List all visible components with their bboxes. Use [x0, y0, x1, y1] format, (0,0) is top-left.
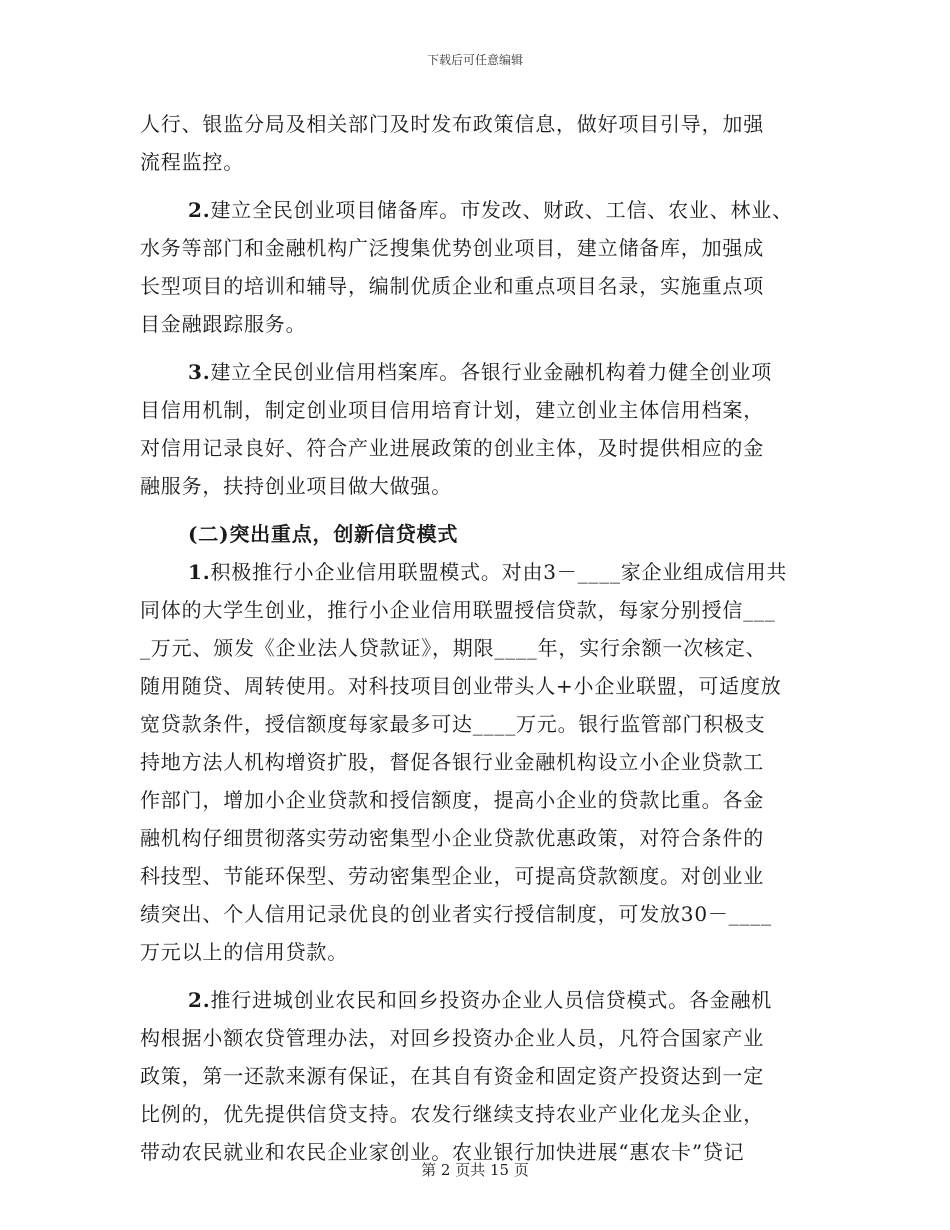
text-line — [140, 191, 810, 229]
line-text: 推行进城创业农民和回乡投资办企业人员信贷模式。各金融机 — [210, 988, 773, 1012]
line-text: 政策，第一还款来源有保证，在其自有资金和固定资产投资达到一定 — [140, 1064, 764, 1088]
text-line — [140, 305, 810, 343]
line-text: 长型项目的培训和辅导，编制优质企业和重点项目名录，实施重点项 — [140, 274, 764, 298]
text-line — [140, 553, 810, 591]
line-text: 作部门，增加小企业贷款和授信额度，提高小企业的贷款比重。各金 — [140, 788, 764, 812]
text-line — [140, 743, 810, 781]
line-text: 带动农民就业和农民企业家创业。农业银行加快进展“惠农卡”贷记 — [140, 1140, 745, 1164]
section-heading — [140, 515, 810, 553]
line-text: (二)突出重点，创新信贷模式 — [188, 522, 459, 546]
item-number: 2. — [188, 198, 211, 222]
document-body — [140, 105, 810, 1171]
text-line — [140, 895, 810, 933]
text-line — [140, 105, 810, 143]
text-line — [140, 429, 810, 467]
text-line — [140, 857, 810, 895]
line-text: _万元、颁发《企业法人贷款证》，期限____年，实行余额一次核定、 — [140, 636, 767, 660]
text-line — [140, 705, 810, 743]
text-line — [140, 1019, 810, 1057]
line-text: 建立全民创业项目储备库。市发改、财政、工信、农业、林业、 — [210, 198, 793, 222]
line-text: 持地方法人机构增资扩股，督促各银行业金融机构设立小企业贷款工 — [140, 750, 764, 774]
text-line — [140, 591, 810, 629]
text-line — [140, 981, 810, 1019]
text-line — [140, 781, 810, 819]
text-line — [140, 467, 810, 505]
line-text: 随用随贷、周转使用。对科技项目创业带头人+小企业联盟，可适度放 — [140, 674, 782, 698]
line-text: 融机构仔细贯彻落实劳动密集型小企业贷款优惠政策，对符合条件的 — [140, 826, 764, 850]
line-text: 融服务，扶持创业项目做大做强。 — [140, 474, 452, 498]
line-text: 流程监控。 — [140, 150, 244, 174]
line-text: 宽贷款条件，授信额度每家最多可达____万元。银行监管部门积极支 — [140, 712, 766, 736]
text-line — [140, 1057, 810, 1095]
item-number: 2. — [188, 988, 211, 1012]
text-line — [140, 267, 810, 305]
item-number: 3. — [188, 360, 211, 384]
line-text: 构根据小额农贷管理办法，对回乡投资办企业人员，凡符合国家产业 — [140, 1026, 764, 1050]
text-line — [140, 933, 810, 971]
line-text: 绩突出、个人信用记录优良的创业者实行授信制度，可发放30－____ — [140, 902, 772, 926]
text-line — [140, 391, 810, 429]
text-line — [140, 143, 810, 181]
line-text: 目金融跟踪服务。 — [140, 312, 307, 336]
line-text: 目信用机制，制定创业项目信用培育计划，建立创业主体信用档案， — [140, 398, 764, 422]
line-text: 水务等部门和金融机构广泛搜集优势创业项目，建立储备库，加强成 — [140, 236, 764, 260]
line-text: 万元以上的信用贷款。 — [140, 940, 348, 964]
line-text: 科技型、节能环保型、劳动密集型企业，可提高贷款额度。对创业业 — [140, 864, 764, 888]
page-header: 下载后可任意编辑 — [426, 53, 523, 67]
line-text: 对信用记录良好、符合产业进展政策的创业主体，及时提供相应的金 — [140, 436, 764, 460]
line-text: 建立全民创业信用档案库。各银行业金融机构着力健全创业项 — [210, 360, 773, 384]
item-number: 1. — [188, 560, 211, 584]
text-line — [140, 819, 810, 857]
line-text: 比例的，优先提供信贷支持。农发行继续支持农业产业化龙头企业， — [140, 1102, 764, 1126]
text-line — [140, 1095, 810, 1133]
text-line — [140, 667, 810, 705]
line-text: 同体的大学生创业，推行小企业信用联盟授信贷款，每家分别授信___ — [140, 598, 776, 622]
page-footer: 第 2 页共 15 页 — [421, 1161, 529, 1179]
line-text: 积极推行小企业信用联盟模式。对由3－____家企业组成信用共 — [210, 560, 788, 584]
text-line — [140, 229, 810, 267]
text-line — [140, 353, 810, 391]
text-line — [140, 629, 810, 667]
line-text: 人行、银监分局及相关部门及时发布政策信息，做好项目引导，加强 — [140, 112, 764, 136]
